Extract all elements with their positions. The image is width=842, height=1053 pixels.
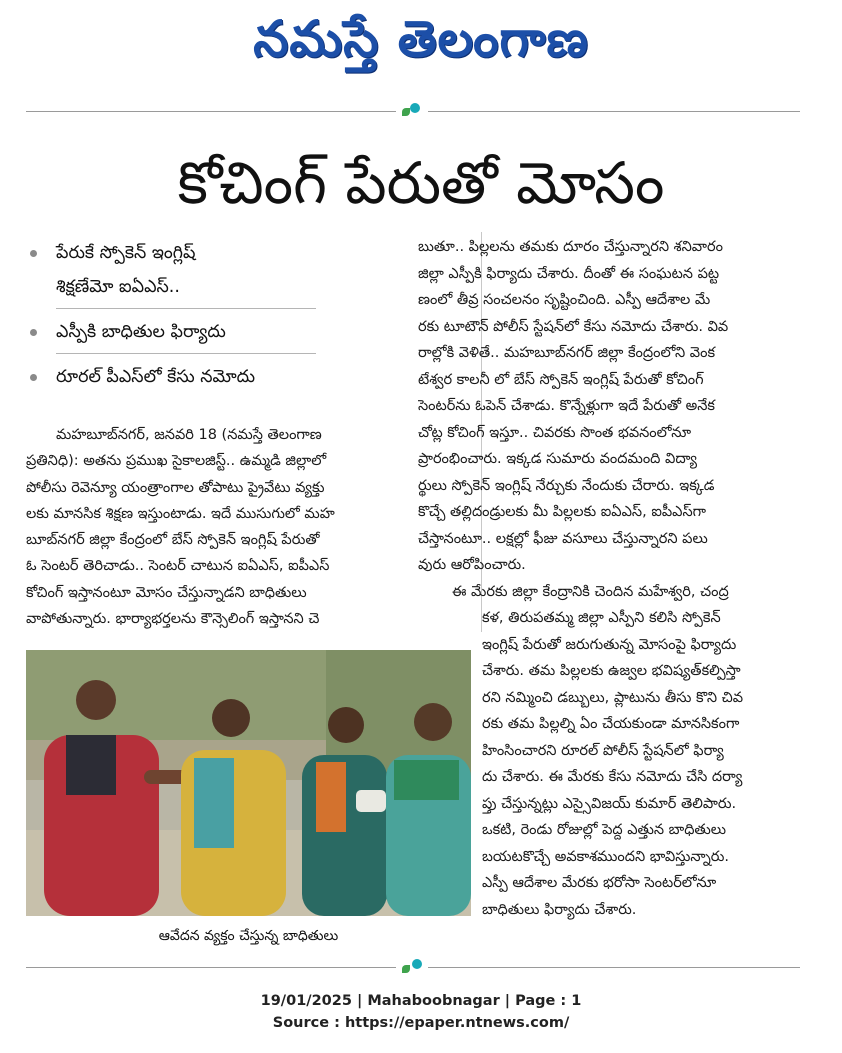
body-line: ప్తు చేస్తున్నట్లు ఎస్సైవిజయ్ కుమార్ తెలిపారు.: [482, 795, 737, 812]
body-line: కోచింగ్ ఇస్తానంటూ మోసం చేస్తున్నాడని బాధితులు: [26, 584, 307, 601]
footer-date-page: 19/01/2025 | Mahaboobnagar | Page : 1: [260, 993, 582, 1009]
footer-rule-left: [26, 967, 396, 968]
bullet-dot-icon: [30, 329, 37, 336]
bullet-item: [26, 236, 356, 304]
bullet-dot-icon: [30, 374, 37, 381]
logo-dot-icon: [410, 103, 420, 113]
body-line: బాధితులు ఫిర్యాదు చేశారు.: [482, 901, 637, 918]
body-line: ఈ మేరకు జిల్లా కేంద్రానికి చెందిన మహేశ్వరి, చంద్ర: [452, 583, 729, 600]
header-rule-left: [26, 111, 396, 112]
bullet-dot-icon: [30, 250, 37, 257]
body-line: జిల్లా ఎస్పీకి ఫిర్యాదు చేశారు. దీంతో ఈ సంఘటన పట్ట: [418, 265, 720, 282]
summary-bullets: [26, 236, 356, 394]
footer-source: Source : https://epaper.ntnews.com/: [272, 1015, 570, 1031]
bullet-divider: [56, 353, 316, 354]
body-line: హింసించారని రూరల్ పోలీస్ స్టేషన్‌లో ఫిర్యా: [482, 742, 724, 759]
body-line: కొచ్చే తల్లిదండ్రులకు మీ పిల్లలకు ఐఏఎస్, ఐపీఎస్‌గా: [418, 504, 707, 520]
photo-illustration: [26, 650, 471, 916]
body-line: ఇంగ్లిష్ పేరుతో జరుగుతున్న మోసంపై ఫిర్యాదు: [482, 636, 737, 653]
logo-leaf-icon: [402, 108, 410, 116]
bullet-item: [26, 360, 356, 394]
body-line: దు చేశారు. ఈ మేరకు కేసు నమోదు చేసి దర్యా: [482, 769, 743, 785]
body-line: వురు ఆరోపించారు.: [418, 557, 526, 573]
footer-leaf-icon: [402, 965, 410, 973]
photo-caption: ఆవేదన వ్యక్తం చేస్తున్న బాధితులు: [158, 928, 339, 944]
right-column-body: [418, 234, 801, 923]
bullet-divider: [56, 308, 316, 309]
bullet-line: రూరల్ పీఎస్‌లో కేసు నమోదు: [56, 367, 256, 387]
body-line: ణంలో తీవ్ర సంచలనం సృష్టించింది. ఎస్పీ ఆదేశాల మే: [418, 292, 711, 308]
body-line: వాపోతున్నారు. భార్యాభర్తలను కౌన్సెలింగ్ ఇస్తానని చె: [26, 611, 320, 628]
body-line: మహబూబ్‌నగర్, జనవరి 18 (నమస్తే తెలంగాణ: [56, 427, 322, 443]
body-line: బూబ్‌నగర్ జిల్లా కేంద్రంలో బేస్ స్పోకెన్ ఇంగ్లిష్ పేరుతో: [26, 532, 320, 549]
bullet-line: ఎస్పీకి బాధితుల ఫిర్యాదు: [56, 322, 226, 342]
body-line: చోట్ల కోచింగ్ ఇస్తూ.. చివరకు సొంత భవనంలోనూ: [418, 424, 692, 441]
body-line: రకు టూటౌన్ పోలీస్ స్టేషన్‌లో కేసు నమోదు చేశారు. వివ: [418, 318, 729, 335]
page-footer: [0, 990, 842, 1034]
bullet-line: పేరుకే స్పోకెన్ ఇంగ్లిష్: [56, 243, 196, 263]
bullet-line: శిక్షణేమో ఐఏఎస్..: [56, 277, 180, 297]
body-line: రని నమ్మించి డబ్బులు, ప్లాటును తీసు కొని చివ: [482, 689, 744, 706]
body-line: బుతూ.. పిల్లలను తమకు దూరం చేస్తున్నారని శనివారం: [418, 239, 723, 255]
left-column-body: [26, 422, 470, 632]
body-line: టేశ్వర కాలనీ లో బేస్ స్పోకెన్ ఇంగ్లిష్ పేరుతో కోచింగ్: [418, 371, 704, 388]
footer-dot-icon: [412, 959, 422, 969]
body-line: ర్థులు స్పోకెన్ ఇంగ్లిష్ నేర్చుకు నేందుకు చేరారు. ఇక్కడ: [418, 477, 715, 494]
body-line: రకు తమ పిల్లల్ని ఏం చేయకుండా మానసికంగా: [482, 716, 740, 732]
body-line: బయటకొచ్చే అవకాశముందని భావిస్తున్నారు.: [482, 848, 729, 865]
body-line: ప్రారంభించారు. ఇక్కడ సుమారు వందమంది విద్యా: [418, 451, 698, 467]
body-line: ఎస్పీ ఆదేశాల మేరకు భరోసా సెంటర్‌లోనూ: [482, 875, 717, 891]
body-line: ప్రతినిధి): అతను ప్రముఖ సైకాలజిస్ట్.. ఉమ్మడి జిల్లాలో: [26, 453, 327, 470]
body-line: చేస్తానంటూ.. లక్షల్లో ఫీజు వసూలు చేస్తున్నారని పలు: [418, 530, 708, 547]
body-line: లకు మానసిక శిక్షణ ఇస్తుంటాడు. ఇదే ముసుగులో మహ: [26, 505, 335, 522]
newspaper-masthead: నమస్తే తెలంగాణ: [253, 9, 589, 68]
body-line: కళ, తిరుపతమ్మ జిల్లా ఎస్పీని కలిసి స్పోకెన్: [482, 610, 721, 626]
header-rule-right: [428, 111, 800, 112]
body-line: ఓ సెంటర్ తెరిచాడు.. సెంటర్ చాటున ఐఏఎస్, ఐపీఎస్: [26, 558, 330, 575]
article-headline: కోచింగ్ పేరుతో మోసం: [177, 149, 665, 217]
bullet-item: [26, 315, 356, 349]
news-photo: [26, 650, 471, 916]
body-line: పోలీసు రెవెన్యూ యంత్రాంగాల తోపాటు ప్రైవేటు వ్యక్తు: [26, 479, 325, 496]
footer-rule-right: [428, 967, 800, 968]
body-line: చేశారు. తమ పిల్లలకు ఉజ్వల భవిష్యత్‌కల్పిస్తా: [482, 663, 741, 679]
body-line: రాల్లోకి వెళితే.. మహబూబ్‌నగర్ జిల్లా కేంద్రంలోని వెంక: [418, 345, 716, 361]
body-line: ఒకటి, రెండు రోజుల్లో పెద్ద ఎత్తున బాధితులు: [482, 822, 727, 838]
body-line: సెంటర్‌ను ఓపెన్ చేశాడు. కొన్నేళ్లుగా ఇదే పేరుతో అనేక: [418, 398, 716, 414]
